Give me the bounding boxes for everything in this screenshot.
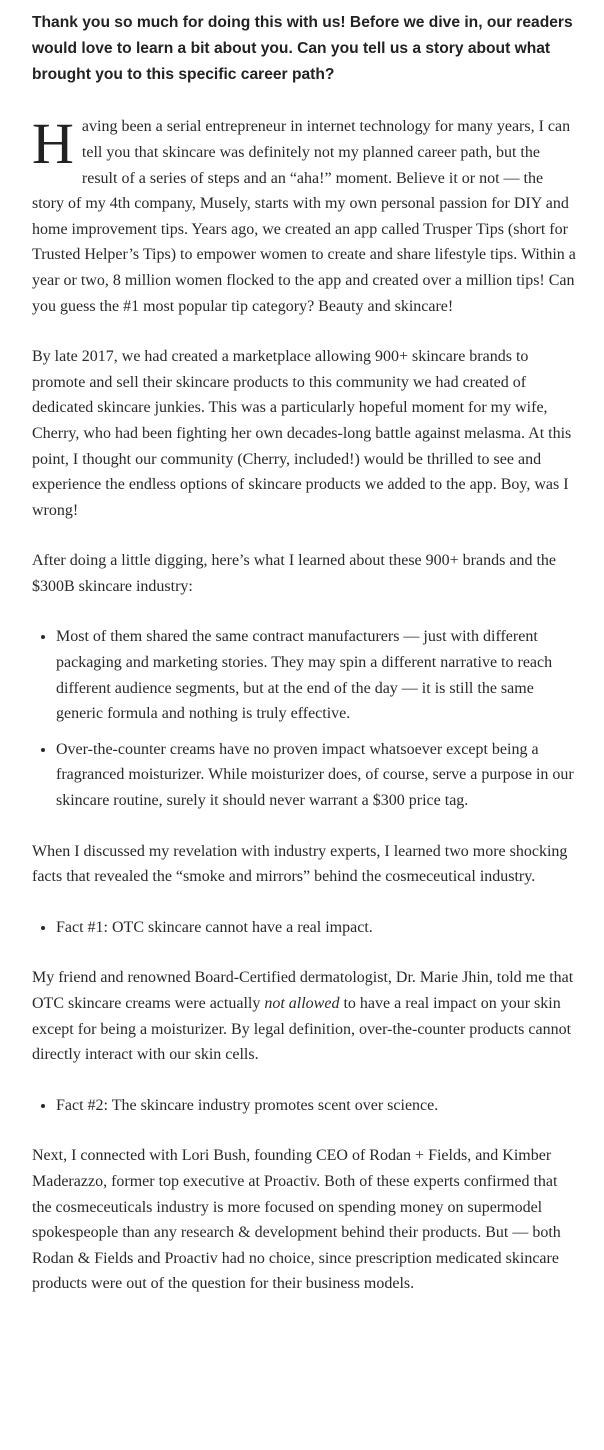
answer-paragraph-5 (32, 965, 576, 1067)
answer-paragraph-3: After doing a little digging, here’s what I learned about these 900+ brands and the $300B skincare industry: (32, 552, 556, 595)
findings-list (32, 624, 576, 813)
list-item: • Over-the-counter creams have no proven impact whatsoever except being a fragranced moisturizer. While moisturizer does, of course, serve a purpose in our skincare routine, surely it should never warrant a $300 price tag. (56, 737, 576, 814)
drop-cap: H (32, 111, 74, 177)
answer-paragraph-6: Next, I connected with Lori Bush, founding CEO of Rodan + Fields, and Kimber Maderazzo, former top executive at Proactiv. Both of these experts confirmed that the cosmeceuticals industry is more focused on spending money on supermodel spokespeople than any research & development behind their products. But — both Rodan & Fields and Proactiv had no choice, since prescription medicated skincare products were out of the question for their business models. (32, 1147, 561, 1293)
fact-2-item: • Fact #2: The skincare industry promotes scent over science. (56, 1093, 576, 1119)
answer-paragraph-1-text: aving been a serial entrepreneur in internet technology for many years, I can tell you that skincare was definitely not my planned career path, but the result of a series of steps and an “aha!” moment. Believe it or not — the story of my 4th company, Musely, starts with my own personal passion for DIY and home improvement tips. Years ago, we created an app called Trusper Tips (short for Trusted Helper’s Tips) to empower women to create and share lifestyle tips. Within a year or two, 8 million women flocked to the app and created over a million tips! Can you guess the #1 most popular tip category? Beauty and skincare! (32, 118, 576, 315)
fact-2-list (32, 1093, 576, 1119)
list-item: • Most of them shared the same contract manufacturers — just with different packaging and marketing stories. They may spin a different narrative to reach different audience segments, but at the end of the day — it is still the same generic formula and nothing is truly effective. (56, 624, 576, 726)
answer-paragraph-2: By late 2017, we had created a marketplace allowing 900+ skincare brands to promote and sell their skincare products to this community we had created of dedicated skincare junkies. This was a particularly hopeful moment for my wife, Cherry, who had been fighting her own decades-long battle against melasma. At this point, I thought our community (Cherry, included!) would be thrilled to see and experience the endless options of skincare products we added to the app. Boy, was I wrong! (32, 348, 572, 519)
interview-question: Thank you so much for doing this with us! Before we dive in, our readers would love to learn a bit about you. Can you tell us a story about what brought you to this specific career path? (32, 14, 573, 83)
answer-paragraph-1 (32, 111, 576, 319)
fact-1-item: • Fact #1: OTC skincare cannot have a real impact. (56, 915, 576, 941)
answer-paragraph-4: When I discussed my revelation with industry experts, I learned two more shocking facts that revealed the “smoke and mirrors” behind the cosmeceutical industry. (32, 842, 568, 886)
answer-paragraph-5-start: My friend and renowned Board-Certified dermatologist, Dr. Marie Jhin, told me that OTC skincare creams were actually (32, 969, 574, 1013)
emphasis-not-allowed: not allowed (264, 995, 340, 1013)
answer-paragraph-5-end: to have a real impact on your skin except for being a moisturizer. By legal definition, over-the-counter products cannot directly interact with our skin cells. (32, 995, 572, 1064)
fact-1-list (32, 915, 576, 941)
